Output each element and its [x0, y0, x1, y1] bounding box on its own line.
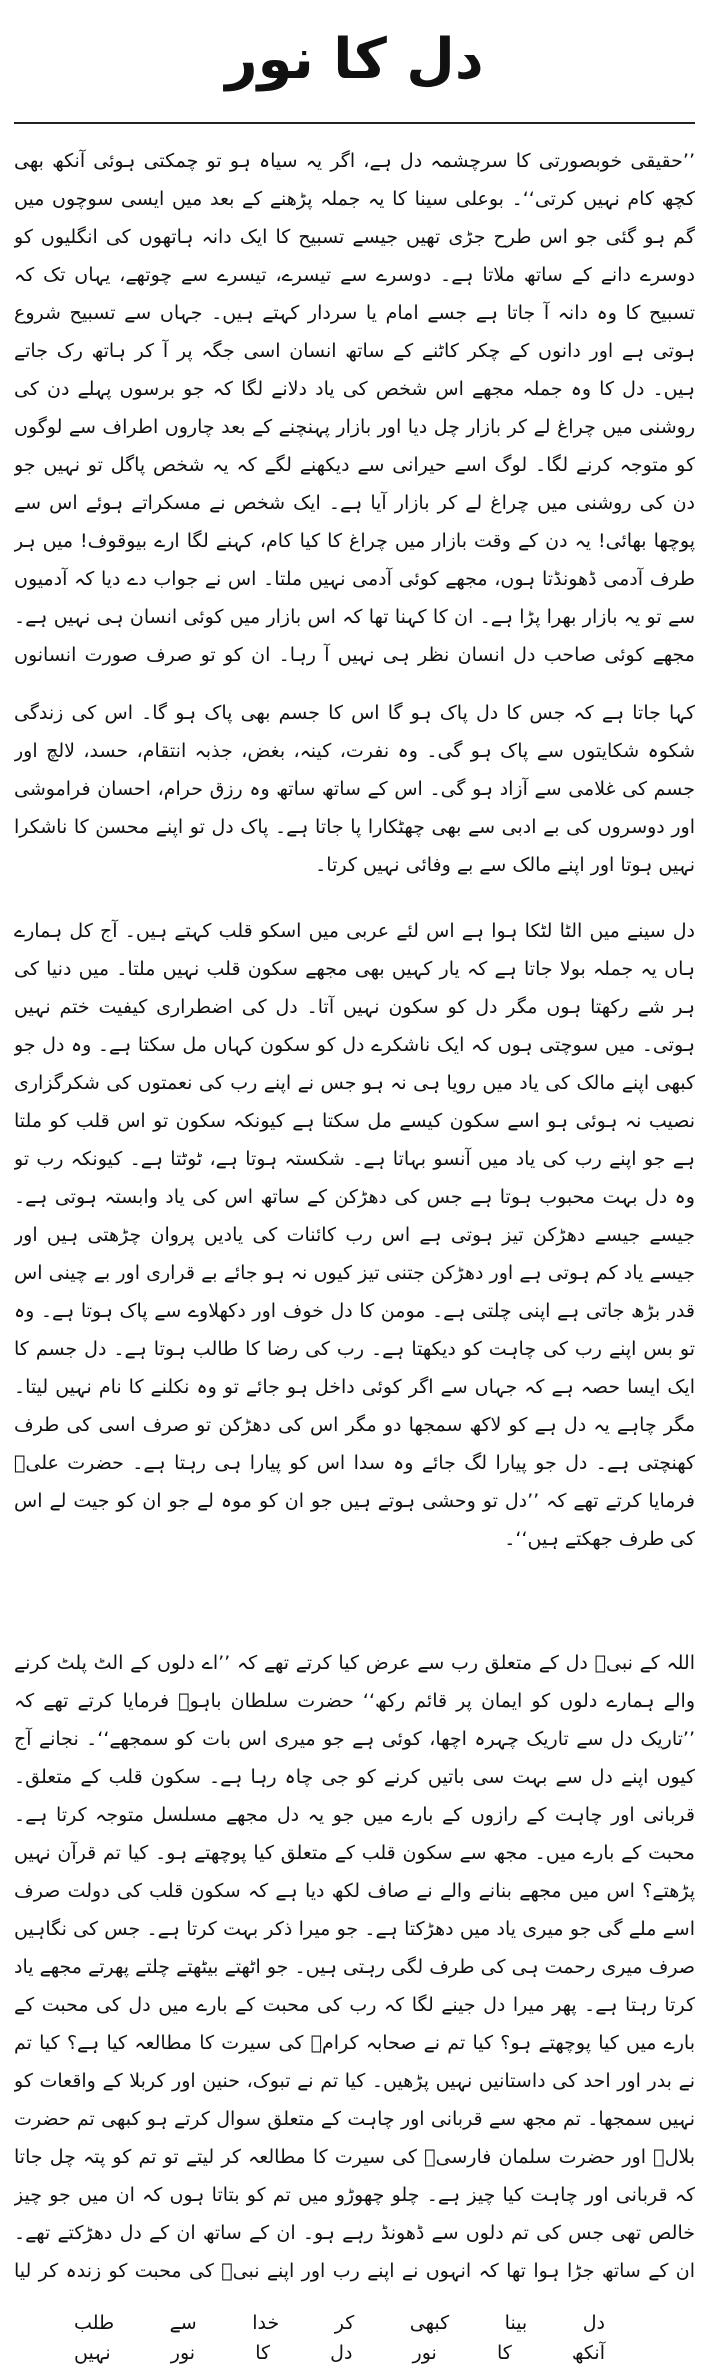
couplet-word: طلب: [74, 2312, 115, 2334]
paragraph-3: دل سینے میں الٹا لٹکا ہوا ہے اس لئے عربی میں اسکو قلب کہتے ہیں۔ آج کل ہمارے ہاں یہ جملہ بولا جاتا ہے کہ یار کہیں بھی مجھے سکون قلب نہیں ملتا۔ میں دنیا کی ہر شے رکھتا ہوں مگر دل کو سکون نہیں آتا۔ دل کی اضطراری کیفیت ختم نہیں ہوتی۔ میں سوچتی ہوں کہ ایک ناشکرے دل کو سکون کہاں مل سکتا ہے۔ وہ دل جو کبھی اپنے مالک کی یاد میں رویا ہی نہ ہو جس نے اپنے رب کی نعمتوں کی شکرگزاری نصیب نہ ہوئی ہو اسے سکون کیسے مل سکتا ہے کیونکہ سکون تو اس قلب کو ملتا ہے جو اپنے رب کی یاد میں آنسو بہاتا ہے۔ شکستہ ہوتا ہے، ٹوٹتا ہے۔ کیونکہ رب تو وہ دل بہت محبوب ہوتا ہے جس کی دھڑکن کے ساتھ اس کی یاد وابستہ ہوتی ہے۔ جیسے جیسے دھڑکن تیز ہوتی ہے اس رب کائنات کی یادیں پروان چڑھتی ہیں اور جیسے یاد کم ہوتی ہے اور دھڑکن جتنی تیز کیوں نہ ہو جائے بے قراری اور بے چینی اس قدر بڑھ جاتی ہے اپنی چلتی ہے۔ مومن کا دل خوف اور دکھلاوے سے پاک ہوتا ہے۔ وہ تو بس اپنے رب کی چاہت کو دیکھتا ہے۔ رب کی رضا کا طالب ہوتا ہے۔ دل جسم کا ایک ایسا حصہ ہے کہ جہاں سے اگر کوئی داخل ہو جائے تو وہ نکلنے کا نام نہیں لیتا۔ مگر چاہے یہ دل ہے کو لاکھ سمجھا دو مگر اس کی دھڑکن تو صرف اسی کی طرف کھنچتی ہے۔ دل جو پیارا لگ جائے وہ سدا اس کو پیارا ہی رہتا ہے۔ حضرت علیؓ فرمایا کرتے تھے کہ ’’دل تو وحشی ہوتے ہیں جو ان کو موہ لے جو ان کو جیت لے اس کی طرف جھکتے ہیں‘‘۔: [14, 920, 695, 1550]
couplet-word: کا: [496, 2342, 512, 2364]
couplet-word: آنکھ: [571, 2342, 605, 2364]
couplet-word: کر: [334, 2312, 355, 2334]
title-divider: [14, 122, 695, 124]
article-title: دل کا نور: [225, 27, 484, 92]
closing-couplet: [14, 2308, 695, 2368]
couplet-word: کبھی: [409, 2312, 450, 2334]
paragraph-2: کہا جاتا ہے کہ جس کا دل پاک ہو گا اس کا جسم بھی پاک ہو گا۔ اس کی زندگی شکوہ شکایتوں سے پاک ہو گی۔ وہ نفرت، کینہ، بغض، جذبہ انتقام، حسد، لالچ اور جسم کی غلامی سے آزاد ہو گی۔ اس کے ساتھ ساتھ وہ رزق حرام، احسان فراموشی اور دوسروں کی بے ادبی سے بھی چھٹکارا پا جاتا ہے۔ پاک دل تو اپنے محسن کا ناشکرا نہیں ہوتا اور اپنے مالک سے بے وفائی نہیں کرتا۔: [14, 702, 695, 876]
couplet-word: نہیں: [74, 2342, 111, 2364]
couplet-word: خدا: [252, 2312, 280, 2334]
couplet-word: کا: [255, 2342, 271, 2364]
couplet-word: نور: [412, 2342, 437, 2364]
couplet-word: بینا: [504, 2312, 528, 2334]
paragraph-4: اللہ کے نبیؐ دل کے متعلق رب سے عرض کیا کرتے تھے کہ ’’اے دلوں کے الٹ پلٹ کرنے والے ہمارے دلوں کو ایمان پر قائم رکھ‘‘ حضرت سلطان باہوؒ فرمایا کرتے تھے کہ ’’تاریک دل سے تاریک چہرہ اچھا، کوئی ہے جو میری اس بات کو سمجھے‘‘۔ نجانے آج کیوں اپنے دل سے بہت سی باتیں کرنے کو جی چاہ رہا ہے۔ سکون قلب کے متعلق۔ قربانی اور چاہت کے رازوں کے بارے میں جو یہ دل مجھے مسلسل متوجہ کرتا ہے۔ محبت کے بارے میں۔ مجھ سے سکون قلب کے متعلق کیا پوچھتے ہو۔ کیا تم قرآن نہیں پڑھتے؟ اس میں مجھے بنانے والے نے صاف لکھ دیا ہے کہ سکون قلب کی دولت صرف اسے ملے گی جو میری یاد میں دھڑکتا ہے۔ جو میرا ذکر بہت کرتا ہے۔ جس کی نگاہیں صرف میری رحمت ہی کی طرف لگی رہتی ہیں۔ جو اٹھتے بیٹھتے چلتے پھرتے مجھے یاد کرتا رہتا ہے۔ پھر میرا دل جینے لگا کہ رب کی محبت کے بارے میں دل کی محبت کے بارے میں کیا پوچھتے ہو؟ کیا تم نے صحابہ کرامؓ کی سیرت کا مطالعہ کیا ہے؟ کیا تم نے بدر اور احد کی داستانیں نہیں پڑھیں۔ کیا تم نے تبوک، حنین اور کربلا کے واقعات کو نہیں سمجھا۔ تم مجھ سے قربانی اور چاہت کے متعلق سوال کرتے ہو کبھی تم حضرت بلالؓ اور حضرت سلمان فارسیؓ کی سیرت کا مطالعہ کر لیتے تو تم کو پتہ چل جاتا کہ قربانی اور چاہت کیا چیز ہے۔ چلو چھوڑو میں تم کو بتاتا ہوں کہ ان میں جو چیز خالص تھی جس کی تم دلوں سے ڈھونڈ رہے ہو۔ ان کے ساتھ ان کے دل دھڑکتے تھے۔ ان کے ساتھ جڑا ہوا تھا کہ انہوں نے اپنے رب اور اپنے نبیؐ کی محبت کو زندہ کر لیا: [14, 1652, 695, 2282]
paragraph-1: ’’حقیقی خوبصورتی کا سرچشمہ دل ہے، اگر یہ سیاہ ہو تو چمکتی ہوئی آنکھ بھی کچھ کام نہیں کرتی‘‘۔ بوعلی سینا کا یہ جملہ پڑھنے کے بعد میں ایسی سوچوں میں گم ہو گئی جو اس طرح جڑی تھیں جیسے تسبیح کا ایک دانہ ہاتھوں کی انگلیوں کو دوسرے دانے کے ساتھ ملاتا ہے۔ دوسرے سے تیسرے، تیسرے سے چوتھے، یہاں تک کہ تسبیح کا وہ دانہ آ جاتا ہے جسے امام یا سردار کہتے ہیں۔ جہاں سے تسبیح شروع ہوتی ہے اور دانوں کے چکر کاٹنے کے ساتھ انسان اسی جگہ پر آ کر ہاتھ رک جاتے ہیں۔ دل کا وہ جملہ مجھے اس شخص کی یاد دلانے لگا کہ جو برسوں پہلے دن کی روشنی میں چراغ لے کر بازار چل دیا اور بازار پہنچنے کے بعد چاروں اطراف سے لوگوں کو متوجہ کرنے لگا۔ لوگ اسے حیرانی سے دیکھنے لگے کہ یہ شخص پاگل تو نہیں جو دن کی روشنی میں چراغ لے کر بازار آیا ہے۔ ایک شخص نے مسکراتے ہوئے اس سے پوچھا بھائی! یہ دن کے وقت بازار میں چراغ کا کیا کام، کہنے لگا ارے بیوقوف! میں ہر طرف آدمی ڈھونڈتا ہوں، مجھے کوئی آدمی نہیں ملتا۔ اس نے جواب دے دیا کہ آدمیوں سے تو یہ بازار بھرا پڑا ہے۔ ان کا کہنا تھا کہ اس بازار میں کوئی انسان ہی نہیں ہے۔ مجھے کوئی صاحب دل انسان نظر ہی نہیں آ رہا۔ ان کو تو صرف صورت انسانوں: [14, 150, 695, 666]
couplet-line-1: [14, 2308, 695, 2338]
couplet-word: سے: [169, 2312, 197, 2334]
couplet-word: دل: [582, 2312, 605, 2334]
couplet-word: نور: [170, 2342, 196, 2364]
couplet-line-2: [14, 2338, 695, 2368]
couplet-word: دل: [330, 2342, 353, 2364]
